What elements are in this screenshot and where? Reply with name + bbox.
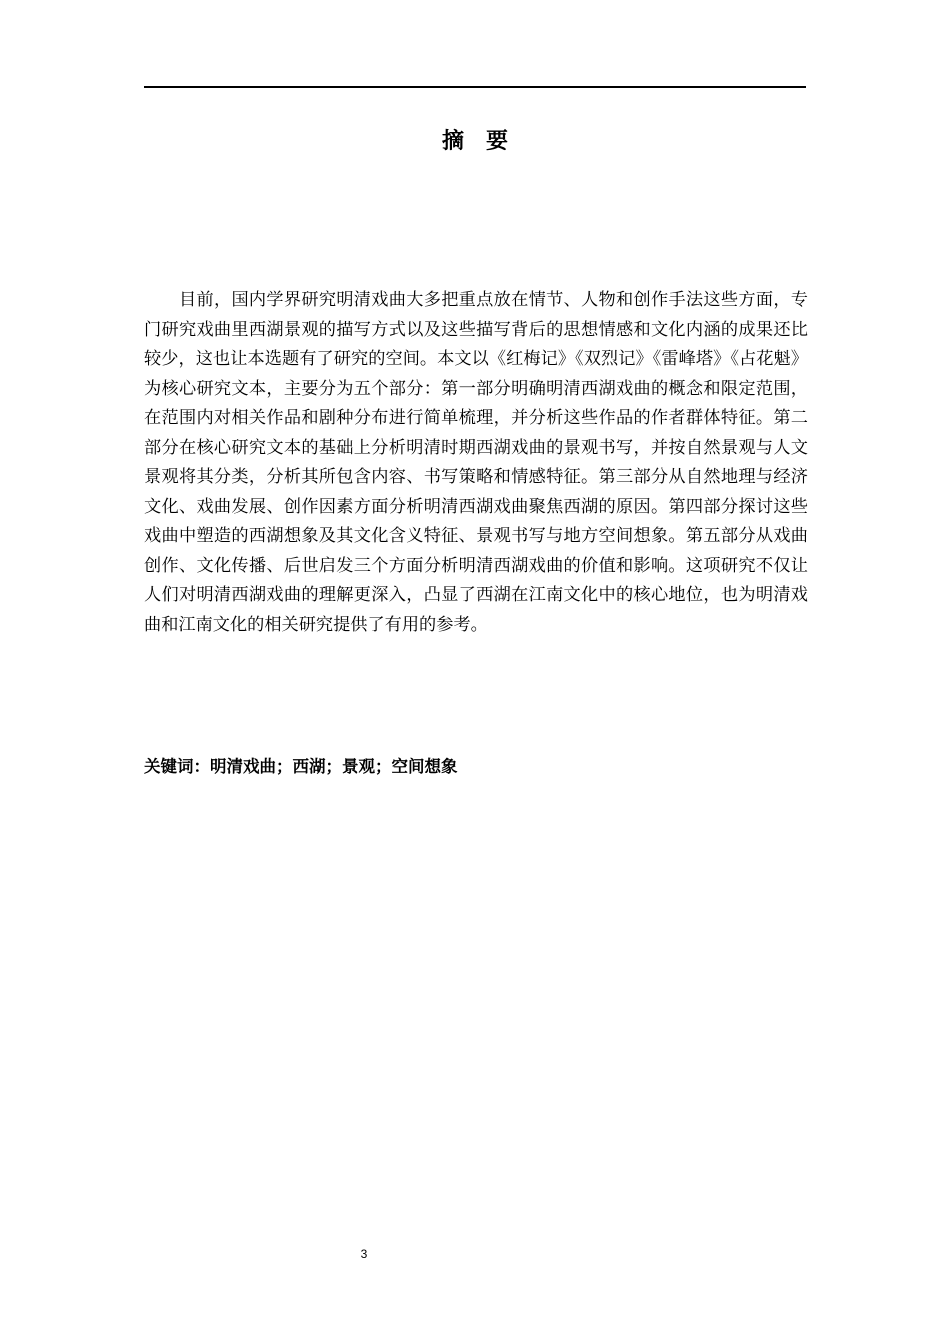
- keywords-line: [144, 754, 806, 780]
- page-title: 摘要: [441, 129, 530, 154]
- keywords-value: 明清戏曲；西湖；景观；空间想象: [210, 757, 458, 776]
- keywords-label: 关键词：: [144, 757, 210, 776]
- page-number: 3: [360, 1247, 368, 1261]
- header-rule: [144, 86, 806, 88]
- abstract-paragraph: 目前，国内学界研究明清戏曲大多把重点放在情节、人物和创作手法这些方面，专门研究戏曲里西湖景观的描写方式以及这些描写背后的思想情感和文化内涵的成果还比较少，这也让本选题有了研究的空间。本文以《红梅记》《双烈记》《雷峰塔》《占花魁》为核心研究文本，主要分为五个部分：第一部分明确明清西湖戏曲的概念和限定范围，在范围内对相关作品和剧种分布进行简单梳理，并分析这些作品的作者群体特征。第二部分在核心研究文本的基础上分析明清时期西湖戏曲的景观书写，并按自然景观与人文景观将其分类，分析其所包含内容、书写策略和情感特征。第三部分从自然地理与经济文化、戏曲发展、创作因素方面分析明清西湖戏曲聚焦西湖的原因。第四部分探讨这些戏曲中塑造的西湖想象及其文化含义特征、景观书写与地方空间想象。第五部分从戏曲创作、文化传播、后世启发三个方面分析明清西湖戏曲的价值和影响。这项研究不仅让人们对明清西湖戏曲的理解更深入，凸显了西湖在江南文化中的核心地位，也为明清戏曲和江南文化的相关研究提供了有用的参考。: [144, 290, 808, 635]
